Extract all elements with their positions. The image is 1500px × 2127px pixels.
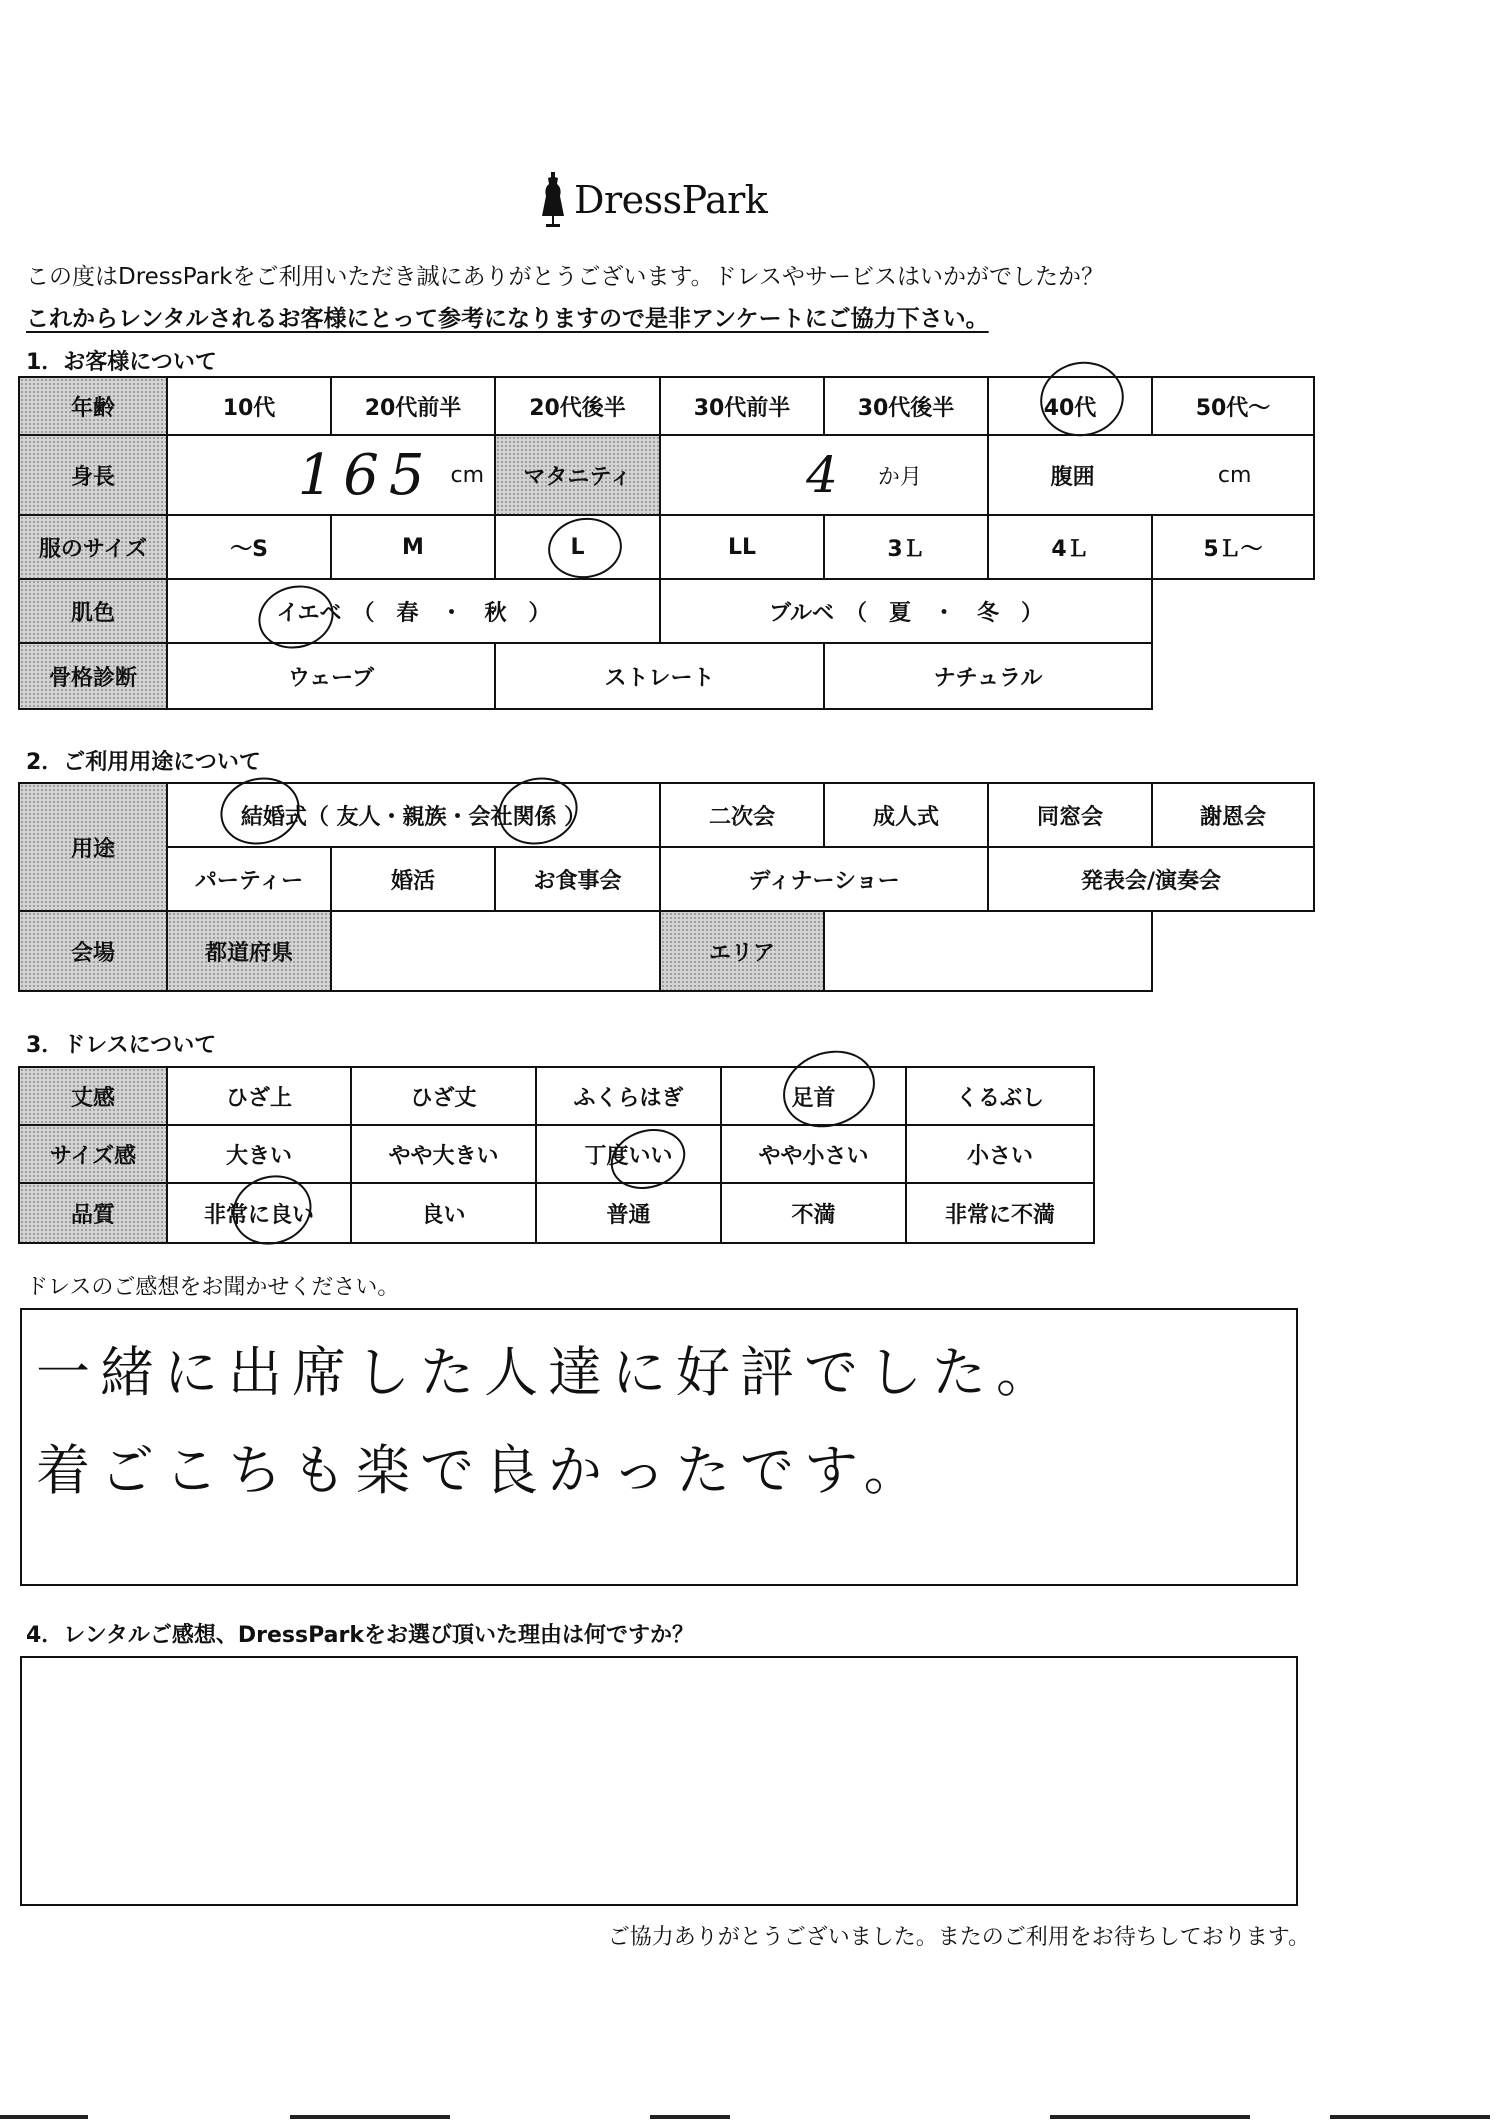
dress-form-icon: [540, 172, 566, 228]
height-label: 身長: [18, 434, 168, 516]
comment-line-1: 一緒に出席した人達に好評でした。: [36, 1341, 1060, 1404]
purpose-option[interactable]: 謝恩会: [1151, 782, 1315, 848]
age-option[interactable]: 30代前半: [659, 376, 825, 436]
length-option[interactable]: ひざ上: [166, 1066, 352, 1126]
dress-comment-box[interactable]: [20, 1308, 1298, 1586]
purpose-option[interactable]: お食事会: [494, 846, 661, 912]
size-option[interactable]: 3Ｌ: [823, 514, 989, 580]
scan-artifact: [0, 2115, 88, 2119]
fit-option[interactable]: やや大きい: [350, 1124, 537, 1184]
maternity-value: 4: [806, 446, 838, 504]
age-option[interactable]: 50代～: [1151, 376, 1315, 436]
purpose-option-wedding[interactable]: 結婚式（ 友人・親族・会社関係 ）: [166, 782, 661, 848]
scan-artifact: [650, 2115, 730, 2119]
purpose-option[interactable]: 二次会: [659, 782, 825, 848]
scan-artifact: [290, 2115, 450, 2119]
quality-option[interactable]: 普通: [535, 1182, 722, 1244]
size-option[interactable]: L: [494, 514, 661, 580]
height-field[interactable]: [166, 434, 496, 516]
size-label: 服のサイズ: [18, 514, 168, 580]
scan-artifact: [1050, 2115, 1250, 2119]
height-unit: cm: [450, 462, 484, 488]
waist-field[interactable]: [987, 434, 1315, 516]
size-option[interactable]: ～S: [166, 514, 332, 580]
quality-label: 品質: [18, 1182, 168, 1244]
size-option[interactable]: 5Ｌ～: [1151, 514, 1315, 580]
intro-thanks: この度はDressParkをご利用いただき誠にありがとうございます。ドレスやサービスはいかがでしたか？: [26, 264, 1104, 290]
waist-label: 腹囲: [1050, 464, 1095, 490]
length-option[interactable]: 足首: [720, 1066, 907, 1126]
age-option[interactable]: 20代前半: [330, 376, 496, 436]
age-option[interactable]: 10代: [166, 376, 332, 436]
prefecture-input[interactable]: [330, 910, 661, 992]
intro-request: これからレンタルされるお客様にとって参考になりますので是非アンケートにご協力下さい。: [26, 306, 989, 332]
frame-option[interactable]: ナチュラル: [823, 642, 1153, 710]
skin-option-yellow[interactable]: イエベ （ 春 ・ 秋 ）: [166, 578, 661, 644]
area-label: エリア: [659, 910, 825, 992]
fit-option[interactable]: 小さい: [905, 1124, 1095, 1184]
purpose-option[interactable]: 同窓会: [987, 782, 1153, 848]
brand-name: DressPark: [574, 178, 768, 222]
frame-label: 骨格診断: [18, 642, 168, 710]
area-input[interactable]: [823, 910, 1153, 992]
age-option[interactable]: 40代: [987, 376, 1153, 436]
fit-option[interactable]: やや小さい: [720, 1124, 907, 1184]
age-label: 年齢: [18, 376, 168, 436]
maternity-field[interactable]: [659, 434, 989, 516]
fit-option[interactable]: 大きい: [166, 1124, 352, 1184]
length-option[interactable]: ひざ丈: [350, 1066, 537, 1126]
maternity-unit: か月: [877, 464, 922, 490]
section4-title: 4．レンタルご感想、DressParkをお選び頂いた理由は何ですか？: [26, 1623, 694, 1648]
length-label: 丈感: [18, 1066, 168, 1126]
purpose-label: 用途: [18, 782, 168, 912]
quality-option[interactable]: 非常に不満: [905, 1182, 1095, 1244]
venue-label: 会場: [18, 910, 168, 992]
prefecture-label: 都道府県: [166, 910, 332, 992]
comment-prompt: ドレスのご感想をお聞かせください。: [26, 1275, 400, 1300]
length-option[interactable]: くるぶし: [905, 1066, 1095, 1126]
quality-option[interactable]: 非常に良い: [166, 1182, 352, 1244]
purpose-option[interactable]: 成人式: [823, 782, 989, 848]
skin-option-blue[interactable]: ブルベ （ 夏 ・ 冬 ）: [659, 578, 1153, 644]
frame-option[interactable]: ウェーブ: [166, 642, 496, 710]
section2-title: 2．ご利用用途について: [26, 750, 261, 775]
section3-title: 3．ドレスについて: [26, 1033, 217, 1058]
fit-label: サイズ感: [18, 1124, 168, 1184]
section1-title: 1．お客様について: [26, 350, 217, 375]
fit-option[interactable]: 丁度いい: [535, 1124, 722, 1184]
size-option[interactable]: M: [330, 514, 496, 580]
purpose-option[interactable]: ディナーショー: [659, 846, 989, 912]
size-option[interactable]: LL: [659, 514, 825, 580]
age-option[interactable]: 20代後半: [494, 376, 661, 436]
maternity-label: マタニティ: [494, 434, 661, 516]
closing-message: ご協力ありがとうございました。またのご利用をお待ちしております。: [607, 1925, 1310, 1950]
purpose-option[interactable]: 婚活: [330, 846, 496, 912]
purpose-option[interactable]: 発表会/演奏会: [987, 846, 1315, 912]
length-option[interactable]: ふくらはぎ: [535, 1066, 722, 1126]
comment-line-2: 着ごこちも楽で良かったです。: [36, 1439, 928, 1502]
height-value: 165: [297, 442, 435, 508]
skin-label: 肌色: [18, 578, 168, 644]
size-option[interactable]: 4Ｌ: [987, 514, 1153, 580]
scan-artifact: [1330, 2115, 1490, 2119]
age-option[interactable]: 30代後半: [823, 376, 989, 436]
brand-logo: [540, 172, 767, 228]
reason-answer-box[interactable]: [20, 1656, 1298, 1906]
purpose-option[interactable]: パーティー: [166, 846, 332, 912]
quality-option[interactable]: 良い: [350, 1182, 537, 1244]
quality-option[interactable]: 不満: [720, 1182, 907, 1244]
frame-option[interactable]: ストレート: [494, 642, 825, 710]
waist-unit: cm: [1217, 462, 1252, 488]
